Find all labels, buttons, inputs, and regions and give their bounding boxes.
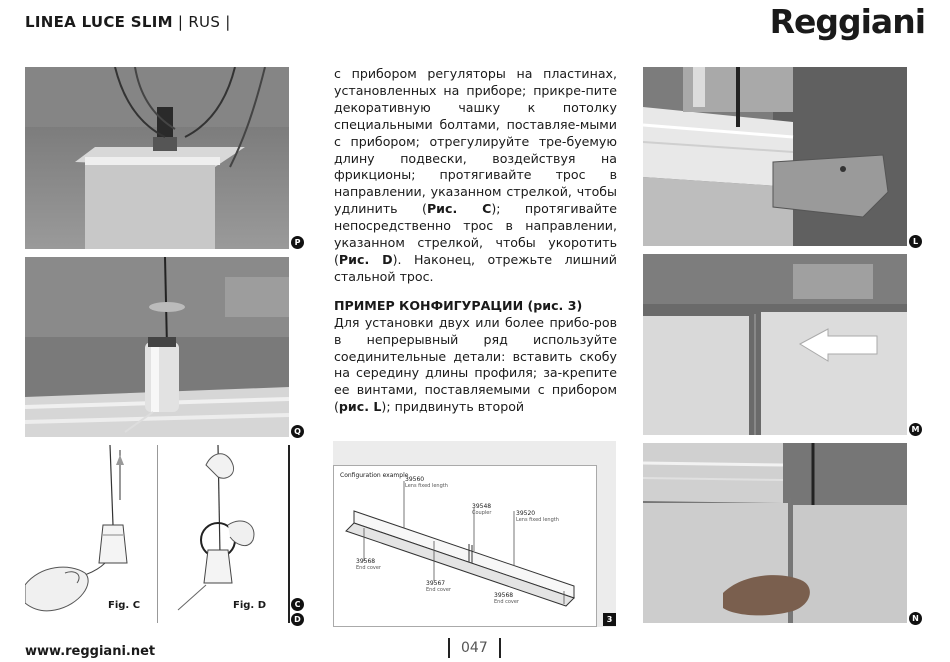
page-header xyxy=(25,13,231,31)
figure-badge-c: C xyxy=(291,598,304,611)
figure-badge-m: M xyxy=(909,423,922,436)
figure-badge-d: D xyxy=(291,613,304,626)
diagram-panel xyxy=(333,465,597,627)
text-run: ). Наконец, отрежьте лишний стальной трос. xyxy=(334,251,617,284)
label-39548: 39548 xyxy=(472,503,492,510)
fig-c-label: Fig. C xyxy=(108,600,141,611)
figure-badge-l: L xyxy=(909,235,922,248)
label-39568b: 39568 xyxy=(494,592,514,599)
configuration-diagram xyxy=(333,441,616,627)
label-lens-1: Lens fixed length xyxy=(405,483,448,489)
fig-d-label: Fig. D xyxy=(233,600,266,611)
drawing-fig-c xyxy=(25,445,156,623)
ref-fig-c: Рис. C xyxy=(426,201,492,217)
photo-n xyxy=(643,443,907,623)
label-end-1: End cover xyxy=(356,565,381,571)
drawing-fig-d xyxy=(158,445,289,623)
label-lens-2: Lens fixed length xyxy=(516,517,559,523)
paragraph-1 xyxy=(334,66,617,286)
section-heading: ПРИМЕР КОНФИГУРАЦИИ (рис. 3) xyxy=(334,297,583,313)
language-label: | RUS | xyxy=(177,13,231,31)
photo-p xyxy=(25,67,289,249)
product-title: LINEA LUCE SLIM xyxy=(25,13,173,31)
diagram-title: Configuration example xyxy=(340,472,409,479)
photo-m xyxy=(643,254,907,435)
page-number: 047 xyxy=(448,638,501,658)
text-run: Для установки двух или более прибо-ров в непрерывный ряд используйте соединительные детали: вставить скобу на середину длины профиля; за-крепите ее винтами, поставляемыми с прибором ( xyxy=(334,314,617,415)
brand-logo: Reggiani xyxy=(769,2,925,41)
photo-q xyxy=(25,257,289,437)
figure-badge-p: P xyxy=(291,236,304,249)
ref-fig-d: Рис. D xyxy=(338,251,393,267)
label-end-2: End cover xyxy=(426,587,451,593)
paragraph-2 xyxy=(334,315,617,416)
website-link[interactable]: www.reggiani.net xyxy=(25,644,156,659)
figure-badge-3: 3 xyxy=(603,613,616,626)
label-39567: 39567 xyxy=(426,580,446,587)
label-39560: 39560 xyxy=(405,476,425,483)
vertical-rule xyxy=(288,445,290,623)
photo-l xyxy=(643,67,907,246)
label-end-3: End cover xyxy=(494,599,519,605)
label-39520: 39520 xyxy=(516,510,536,517)
text-run: с прибором регуляторы на пластинах, установленных на приборе; прикре-пите декоративную чашку к потолку специальными болтами, поставляе-мыми с прибором; отрегулируйте тре-буемую длину подвески, воздействуя на фрикционы; протягивайте трос в направлении, указанном стрелкой, чтобы удлинить ( xyxy=(334,66,617,217)
text-run: ); придвинуть второй xyxy=(381,399,525,415)
label-39568: 39568 xyxy=(356,558,376,565)
label-coupler: Coupler xyxy=(472,510,492,516)
body-text-column xyxy=(334,66,617,416)
figure-badge-q: Q xyxy=(291,425,304,438)
ref-fig-l: рис. L xyxy=(338,399,382,415)
figure-badge-n: N xyxy=(909,612,922,625)
text-run: ); протягивайте непосредственно трос в направлении, указанном стрелкой, чтобы укоротить ( xyxy=(334,201,617,267)
